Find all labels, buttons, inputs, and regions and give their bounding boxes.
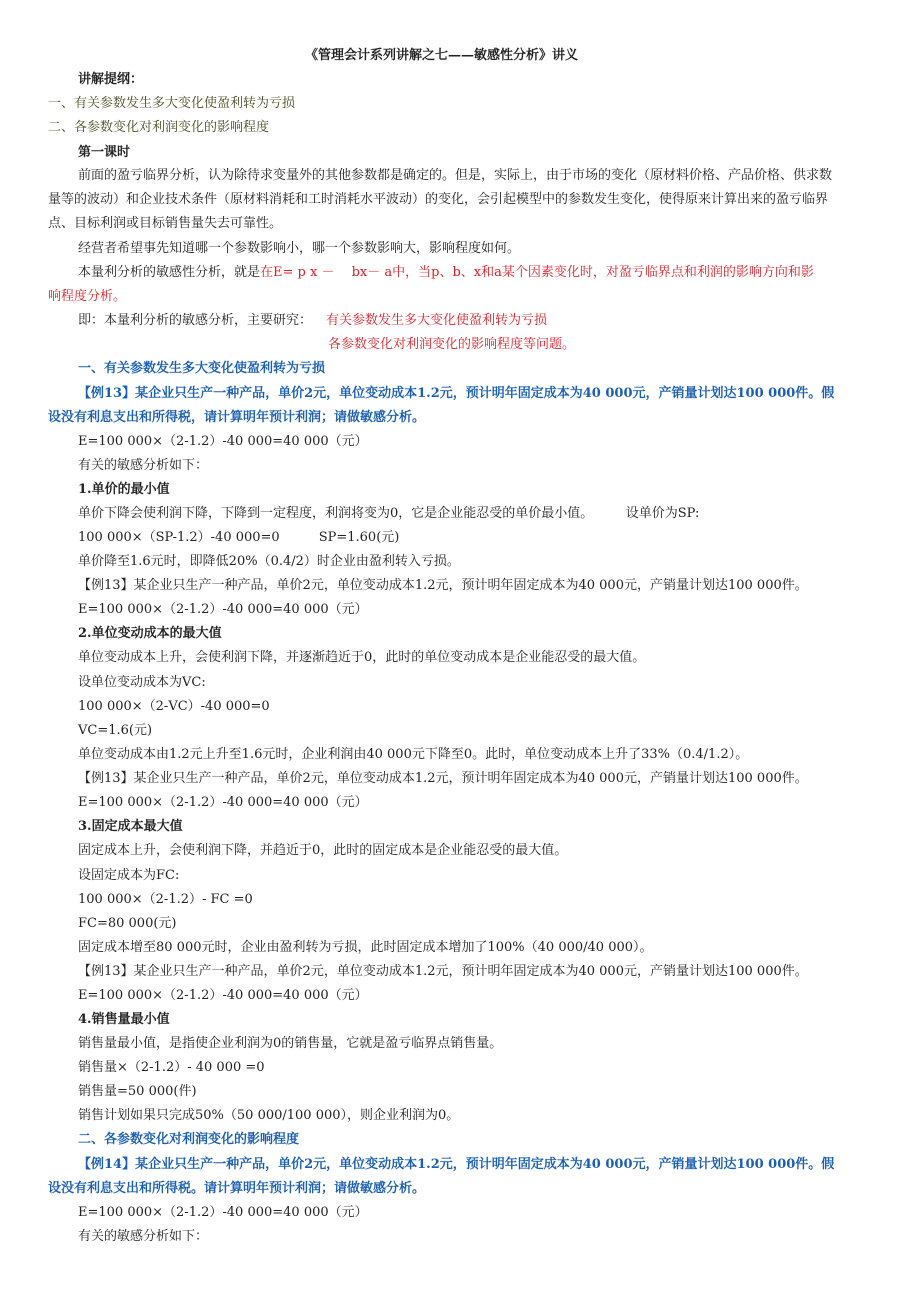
subsection-2-line-5: 单位变动成本由1.2元上升至1.6元时，企业利润由40 000元下降至0。此时，单位变动成本上升了33%（0.4/1.2）。	[78, 747, 749, 762]
subsection-1-line-3: 单价降至1.6元时，即降低20%（0.4/2）时企业由盈利转入亏损。	[78, 554, 460, 569]
subsection-1-line-2: 100 000×（SP-1.2）-40 000=0 SP=1.60(元)	[78, 530, 400, 545]
outline-item-2: 二、各参数变化对利润变化的影响程度	[48, 120, 270, 135]
profit-calculation-repeat-1: E=100 000×（2-1.2）-40 000=40 000（元）	[78, 602, 368, 617]
outline-item-1: 一、有关参数发生多大变化使盈利转为亏损	[48, 96, 296, 111]
profit-calculation-2: E=100 000×（2-1.2）-40 000=40 000（元）	[78, 1205, 368, 1220]
intro-para-4-point-2: 各参数变化对利润变化的影响程度等问题。	[328, 337, 576, 352]
intro-para-4-point-1: 有关参数发生多大变化使盈利转为亏损	[326, 313, 548, 328]
example-13-repeat-2: 【例13】某企业只生产一种产品，单价2元，单位变动成本1.2元，预计明年固定成本为40 000元，产销量计划达100 000件。	[78, 771, 808, 786]
intro-para-1-line-2: 量等的波动）和企业技术条件（原材料消耗和工时消耗水平波动）的变化，会引起模型中的参数发生变化，使得原来计算出来的盈亏临界	[48, 192, 829, 207]
example-13-repeat-3: 【例13】某企业只生产一种产品，单价2元，单位变动成本1.2元，预计明年固定成本为40 000元，产销量计划达100 000件。	[78, 964, 808, 979]
sensitivity-intro: 有关的敏感分析如下：	[78, 458, 209, 473]
example-14-line-1: 【例14】某企业只生产一种产品，单价2元，单位变动成本1.2元，预计明年固定成本为40 000元，产销量计划达100 000件。假	[78, 1157, 835, 1172]
subsection-2-heading: 2.单位变动成本的最大值	[78, 626, 222, 641]
section-1-heading: 一、有关参数发生多大变化使盈利转为亏损	[78, 361, 326, 376]
subsection-4-line-1: 销售量最小值，是指使企业利润为0的销售量，它就是盈亏临界点销售量。	[78, 1036, 503, 1051]
intro-para-1-line-3: 点、目标利润或目标销售量失去可靠性。	[48, 216, 283, 231]
subsection-4-line-2: 销售量×（2-1.2）- 40 000 =0	[78, 1060, 265, 1075]
subsection-2-line-4: VC=1.6(元)	[78, 723, 153, 738]
subsection-2-line-1: 单位变动成本上升，会使利润下降，并逐渐趋近于0，此时的单位变动成本是企业能忍受的最大值。	[78, 650, 646, 665]
profit-calculation: E=100 000×（2-1.2）-40 000=40 000（元）	[78, 434, 368, 449]
profit-calculation-repeat-2: E=100 000×（2-1.2）-40 000=40 000（元）	[78, 795, 368, 810]
intro-para-3-highlight: 在E= p x － bx－ a中，当p、b、x和a某个因素变化时，对盈亏临界点和利润的影响方向和影	[260, 265, 814, 280]
sensitivity-intro-2: 有关的敏感分析如下：	[78, 1229, 209, 1244]
subsection-3-heading: 3.固定成本最大值	[78, 819, 183, 834]
intro-para-3-line-1	[78, 263, 814, 283]
lesson-heading: 第一课时	[78, 145, 131, 160]
example-14-line-2: 设没有利息支出和所得税。请计算明年预计利润；请做敏感分析。	[48, 1181, 426, 1196]
subsection-1-line-1: 单价下降会使利润下降，下降到一定程度，利润将变为0，它是企业能忍受的单价最小值。 设单价为SP:	[78, 506, 700, 521]
subsection-4-line-3: 销售量=50 000(件)	[78, 1084, 197, 1099]
example-13-repeat-1: 【例13】某企业只生产一种产品，单价2元，单位变动成本1.2元，预计明年固定成本为40 000元，产销量计划达100 000件。	[78, 578, 808, 593]
example-13-line-1: 【例13】某企业只生产一种产品，单价2元，单位变动成本1.2元，预计明年固定成本为40 000元，产销量计划达100 000件。假	[78, 386, 835, 401]
intro-para-2: 经营者希望事先知道哪一个参数影响小，哪一个参数影响大，影响程度如何。	[78, 241, 521, 256]
intro-para-4-lead: 即：本量利分析的敏感分析，主要研究：	[78, 313, 313, 328]
subsection-4-heading: 4.销售量最小值	[78, 1012, 170, 1027]
profit-calculation-repeat-3: E=100 000×（2-1.2）-40 000=40 000（元）	[78, 988, 368, 1003]
subsection-2-line-3: 100 000×（2-VC）-40 000=0	[78, 699, 270, 714]
subsection-2-line-2: 设单位变动成本为VC:	[78, 675, 206, 690]
subsection-3-line-1: 固定成本上升，会使利润下降，并趋近于0，此时的固定成本是企业能忍受的最大值。	[78, 843, 568, 858]
intro-para-3-line-2: 响程度分析。	[48, 289, 127, 304]
example-13-line-2: 设没有利息支出和所得税，请计算明年预计利润；请做敏感分析。	[48, 410, 426, 425]
section-2-heading: 二、各参数变化对利润变化的影响程度	[78, 1132, 300, 1147]
intro-para-3-lead: 本量利分析的敏感性分析，就是	[78, 265, 261, 280]
subsection-3-line-2: 设固定成本为FC:	[78, 868, 180, 883]
intro-para-4-line-1	[78, 311, 547, 331]
subsection-3-line-4: FC=80 000(元)	[78, 916, 177, 931]
subsection-3-line-3: 100 000×（2-1.2）- FC =0	[78, 892, 253, 907]
outline-label: 讲解提纲：	[78, 72, 144, 87]
doc-title: 《管理会计系列讲解之七——敏感性分析》讲义	[305, 48, 579, 63]
subsection-4-line-4: 销售计划如果只完成50%（50 000/100 000），则企业利润为0。	[78, 1108, 460, 1123]
subsection-1-heading: 1.单价的最小值	[78, 482, 170, 497]
subsection-3-line-5: 固定成本增至80 000元时，企业由盈利转为亏损，此时固定成本增加了100%（40 000/40 000）。	[78, 940, 653, 955]
intro-para-1-line-1: 前面的盈亏临界分析，认为除待求变量外的其他参数都是确定的。但是，实际上，由于市场的变化（原材料价格、产品价格、供求数	[78, 168, 833, 183]
